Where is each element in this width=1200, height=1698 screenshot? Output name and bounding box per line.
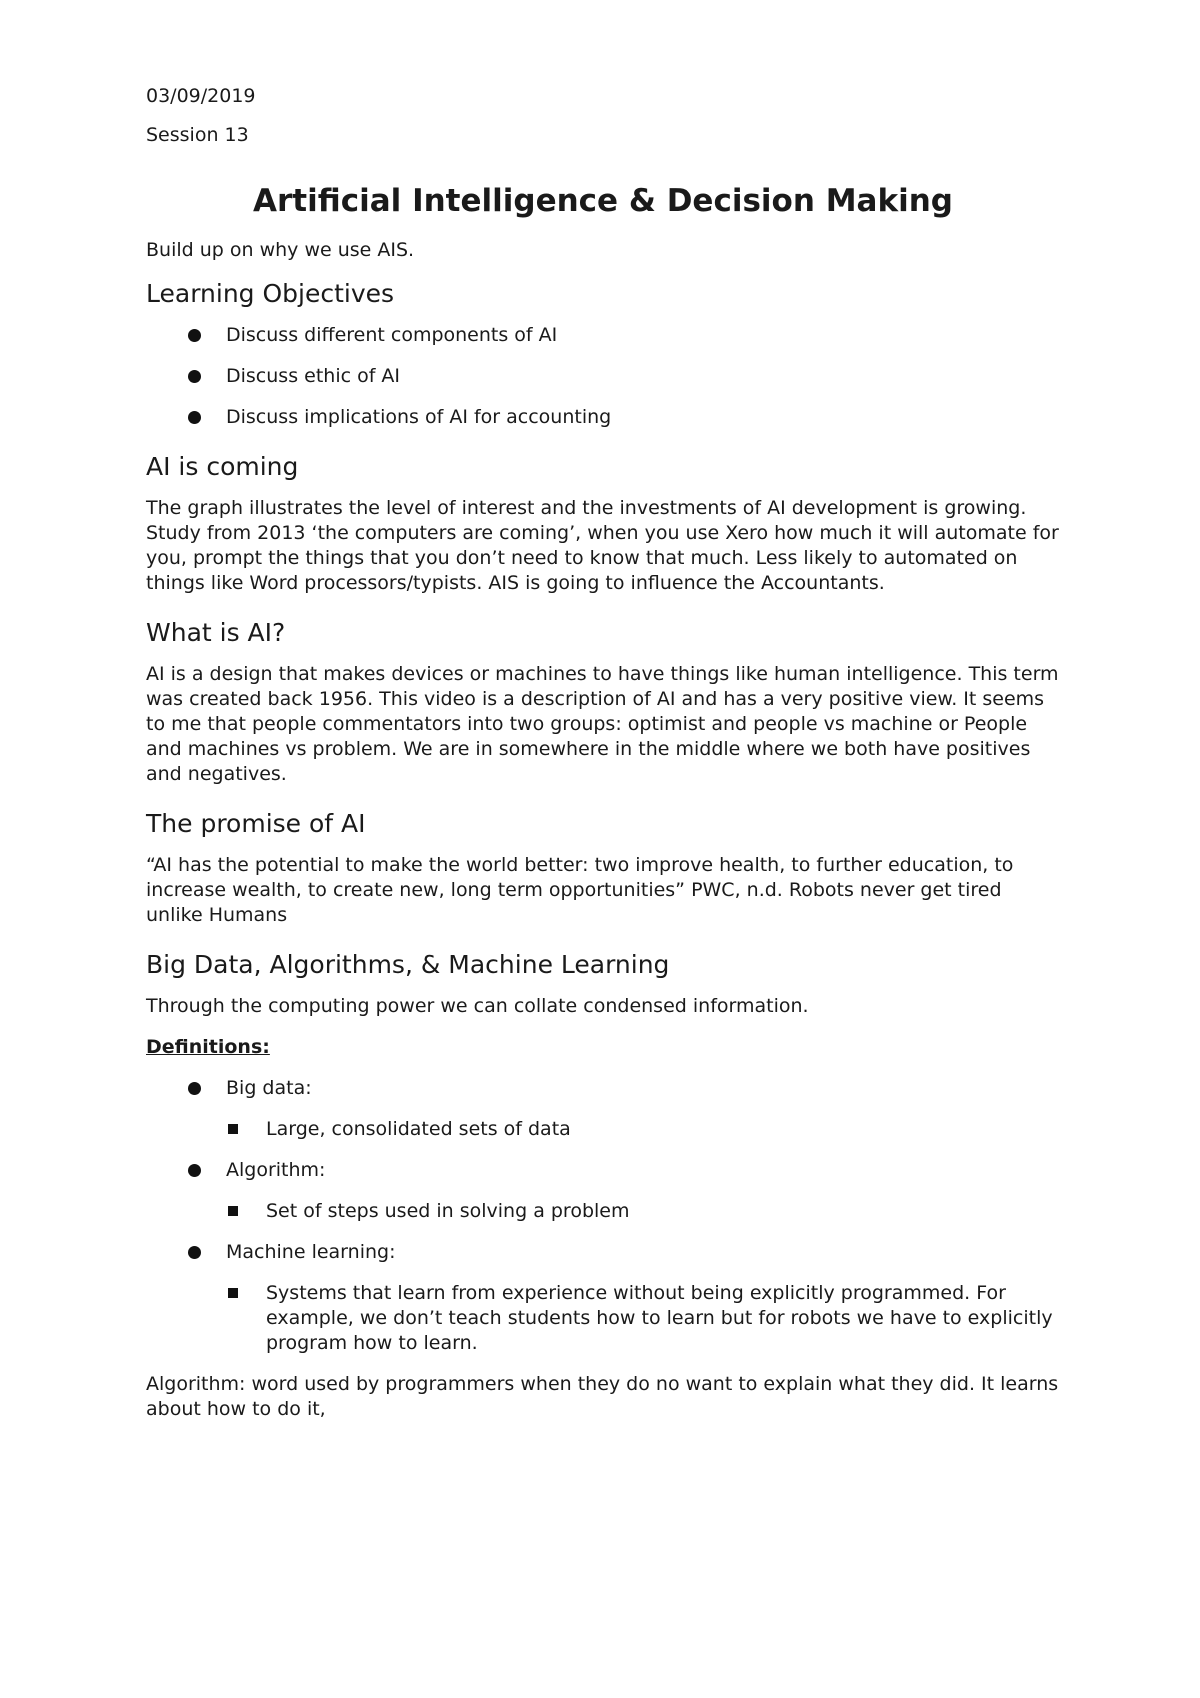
bullet-icon <box>188 411 201 424</box>
list-item <box>146 364 1060 389</box>
session-label: Session 13 <box>146 124 249 146</box>
list-item-text: Discuss implications of AI for accounting <box>226 406 612 428</box>
bullet-icon <box>188 1082 201 1095</box>
definition-term: Big data: <box>226 1077 312 1099</box>
definition-term: Algorithm: <box>226 1159 326 1181</box>
learning-objectives-list <box>146 323 1060 430</box>
bullet-icon <box>188 1246 201 1259</box>
definition-sublist <box>226 1199 1060 1224</box>
definition-detail: Systems that learn from experience without being explicitly programmed. For example, we don’t teach students how to learn but for robots we have to explicitly program how to learn. <box>266 1282 1053 1354</box>
definition-detail: Set of steps used in solving a problem <box>266 1200 630 1222</box>
algorithm-note: Algorithm: word used by programmers when they do no want to explain what they did. It learns about how to do it, <box>146 1373 1059 1420</box>
list-item <box>146 1158 1060 1224</box>
square-bullet-icon <box>228 1124 238 1134</box>
definitions-heading: Definitions: <box>146 1036 270 1058</box>
document-title: Artificial Intelligence & Decision Making <box>253 183 953 219</box>
bullet-icon <box>188 1164 201 1177</box>
list-item <box>146 405 1060 430</box>
big-data-body: Through the computing power we can collate condensed information. <box>146 995 809 1017</box>
definition-sublist <box>226 1281 1060 1356</box>
ai-coming-body: The graph illustrates the level of interest and the investments of AI development is growing. Study from 2013 ‘the computers are coming’, when you use Xero how much it will automate for you, prompt the things that you don’t need to know that much. Less likely to automated on things like Word processors/typists. AIS is going to influence the Accountants. <box>146 497 1059 594</box>
list-item <box>226 1199 1060 1224</box>
what-is-ai-heading: What is AI? <box>146 618 286 647</box>
square-bullet-icon <box>228 1288 238 1298</box>
definition-sublist <box>226 1117 1060 1142</box>
document-date: 03/09/2019 <box>146 85 256 107</box>
promise-heading: The promise of AI <box>146 809 366 838</box>
intro-text: Build up on why we use AIS. <box>146 239 415 261</box>
learning-objectives-heading: Learning Objectives <box>146 279 395 308</box>
ai-coming-heading: AI is coming <box>146 452 299 481</box>
list-item-text: Discuss different components of AI <box>226 324 558 346</box>
big-data-heading: Big Data, Algorithms, & Machine Learning <box>146 950 670 979</box>
list-item <box>146 323 1060 348</box>
definition-detail: Large, consolidated sets of data <box>266 1118 571 1140</box>
square-bullet-icon <box>228 1206 238 1216</box>
definition-term: Machine learning: <box>226 1241 396 1263</box>
list-item <box>146 1076 1060 1142</box>
bullet-icon <box>188 370 201 383</box>
list-item <box>226 1281 1060 1356</box>
what-is-ai-body: AI is a design that makes devices or machines to have things like human intelligence. This term was created back 1956. This video is a description of AI and has a very positive view. It seems to me that people commentators into two groups: optimist and people vs machine or People and machines vs problem. We are in somewhere in the middle where we both have positives and negatives. <box>146 663 1059 785</box>
list-item <box>146 1240 1060 1356</box>
bullet-icon <box>188 329 201 342</box>
promise-body: “AI has the potential to make the world better: two improve health, to further education, to increase wealth, to create new, long term opportunities” PWC, n.d. Robots never get tired unlike Humans <box>146 854 1014 926</box>
list-item-text: Discuss ethic of AI <box>226 365 401 387</box>
definitions-list <box>146 1076 1060 1356</box>
list-item <box>226 1117 1060 1142</box>
